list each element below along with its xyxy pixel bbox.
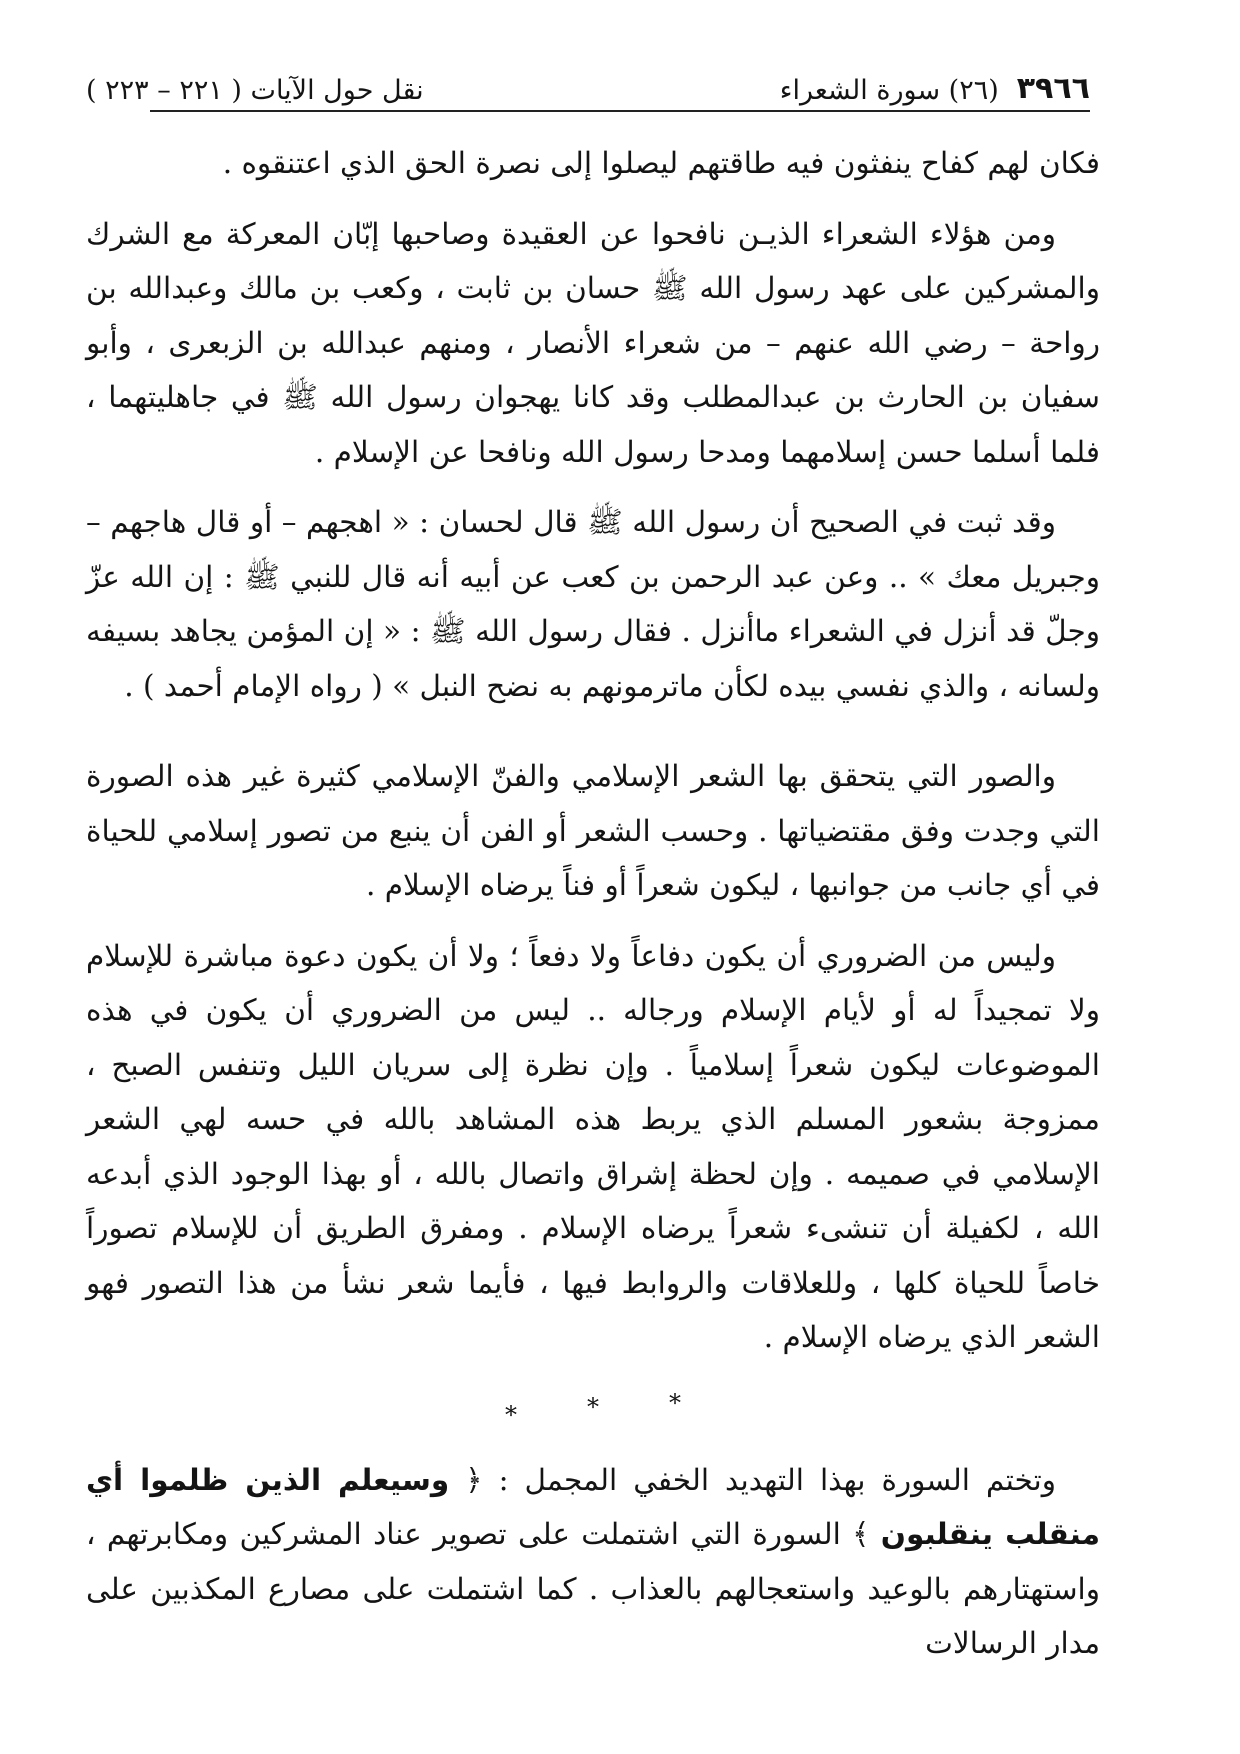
section-separator xyxy=(86,1387,1100,1427)
page-number: ٣٩٦٦ xyxy=(1016,71,1090,106)
paragraph-4: والصور التي يتحقق بها الشعر الإسلامي والفنّ الإسلامي كثيرة غير هذه الصورة التي وجدت وفق مقتضياتها . وحسب الشعر أو الفن أن ينبع من تصور إسلامي للحياة في أي جانب من جوانبها ، ليكون شعراً أو فناً يرضاه الإسلام . xyxy=(86,759,1100,902)
paragraph-2: ومن هؤلاء الشعراء الذيـن نافحوا عن العقيدة وصاحبها إبّان المعركة مع الشرك والمشركين على عهد رسول الله ﷺ حسان بن ثابت ، وكعب بن مالك وعبدالله بن رواحة – رضي الله عنهم – من شعراء الأنصار ، ومنهم عبدالله بن الزبعرى ، وأبو سفيان بن الحارث بن عبدالمطلب وقد كانا يهجوان رسول الله ﷺ في جاهليتهما ، فلما أسلما حسن إسلامهما ومدحا رسول الله ونافحا عن الإسلام . xyxy=(86,216,1100,469)
quranic-quote: وسيعلم الذين ظلموا أي منقلب ينقلبون xyxy=(86,1462,1100,1551)
surah-title: (٢٦) سورة الشعراء xyxy=(779,75,999,106)
header-divider xyxy=(150,110,1090,112)
separator-star: * xyxy=(587,1392,599,1421)
page-body xyxy=(86,136,1100,1671)
separator-star: * xyxy=(505,1400,517,1429)
header-right xyxy=(780,71,1090,106)
paragraph-3: وقد ثبت في الصحيح أن رسول الله ﷺ قال لحسان : « اهجهم – أو قال هاجهم – وجبريل معك » .. وعن عبد الرحمن بن كعب عن أبيه أنه قال للنبي ﷺ : إن الله عزّ وجلّ قد أنزل في الشعراء ماأنزل . فقال رسول الله ﷺ : « إن المؤمن يجاهد بسيفه ولسانه ، والذي نفسي بيده لكأن ماترمونهم به نضح النبل » ( رواه الإمام أحمد ) . xyxy=(86,505,1100,703)
paragraph-6 xyxy=(86,1453,1100,1671)
paragraph-6-intro: وتختم السورة بهذا التهديد الخفي المجمل : ﴿ xyxy=(465,1462,1056,1497)
page-header xyxy=(86,58,1090,106)
paragraph-1: فكان لهم كفاح ينفثون فيه طاقتهم ليصلوا إلى نصرة الحق الذي اعتنقوه . xyxy=(222,146,1100,180)
paragraph-5: وليس من الضروري أن يكون دفاعاً ولا دفعاً ؛ ولا أن يكون دعوة مباشرة للإسلام ولا تمجيداً له أو لأيام الإسلام ورجاله .. ليس من الضروري أن يكون في هذه الموضوعات ليكون شعراً إسلامياً . وإن نظرة إلى سريان الليل وتنفس الصبح ، ممزوجة بشعور المسلم الذي يربط هذه المشاهد بالله في حسه لهي الشعر الإسلامي في صميمه . وإن لحظة إشراق واتصال بالله ، أو بهذا الوجود الذي أبدعه الله ، لكفيلة أن تنشىء شعراً يرضاه الإسلام . ومفرق الطريق أن للإسلام تصوراً خاصاً للحياة كلها ، وللعلاقات والروابط فيها ، فأيما شعر نشأ من هذا التصور فهو الشعر الذي يرضاه الإسلام . xyxy=(86,938,1100,1354)
section-title: نقل حول الآيات ( ٢٢١ – ٢٢٣ ) xyxy=(86,75,424,106)
separator-star: * xyxy=(669,1388,681,1417)
paragraph-6-rest: ﴾ السورة التي اشتملت على تصوير عناد المشركين ومكابرتهم ، واستهتارهم بالوعيد واستعجالهم بالعذاب . كما اشتملت على مصارع المكذبين على مدار الرسالات xyxy=(86,1517,1100,1660)
